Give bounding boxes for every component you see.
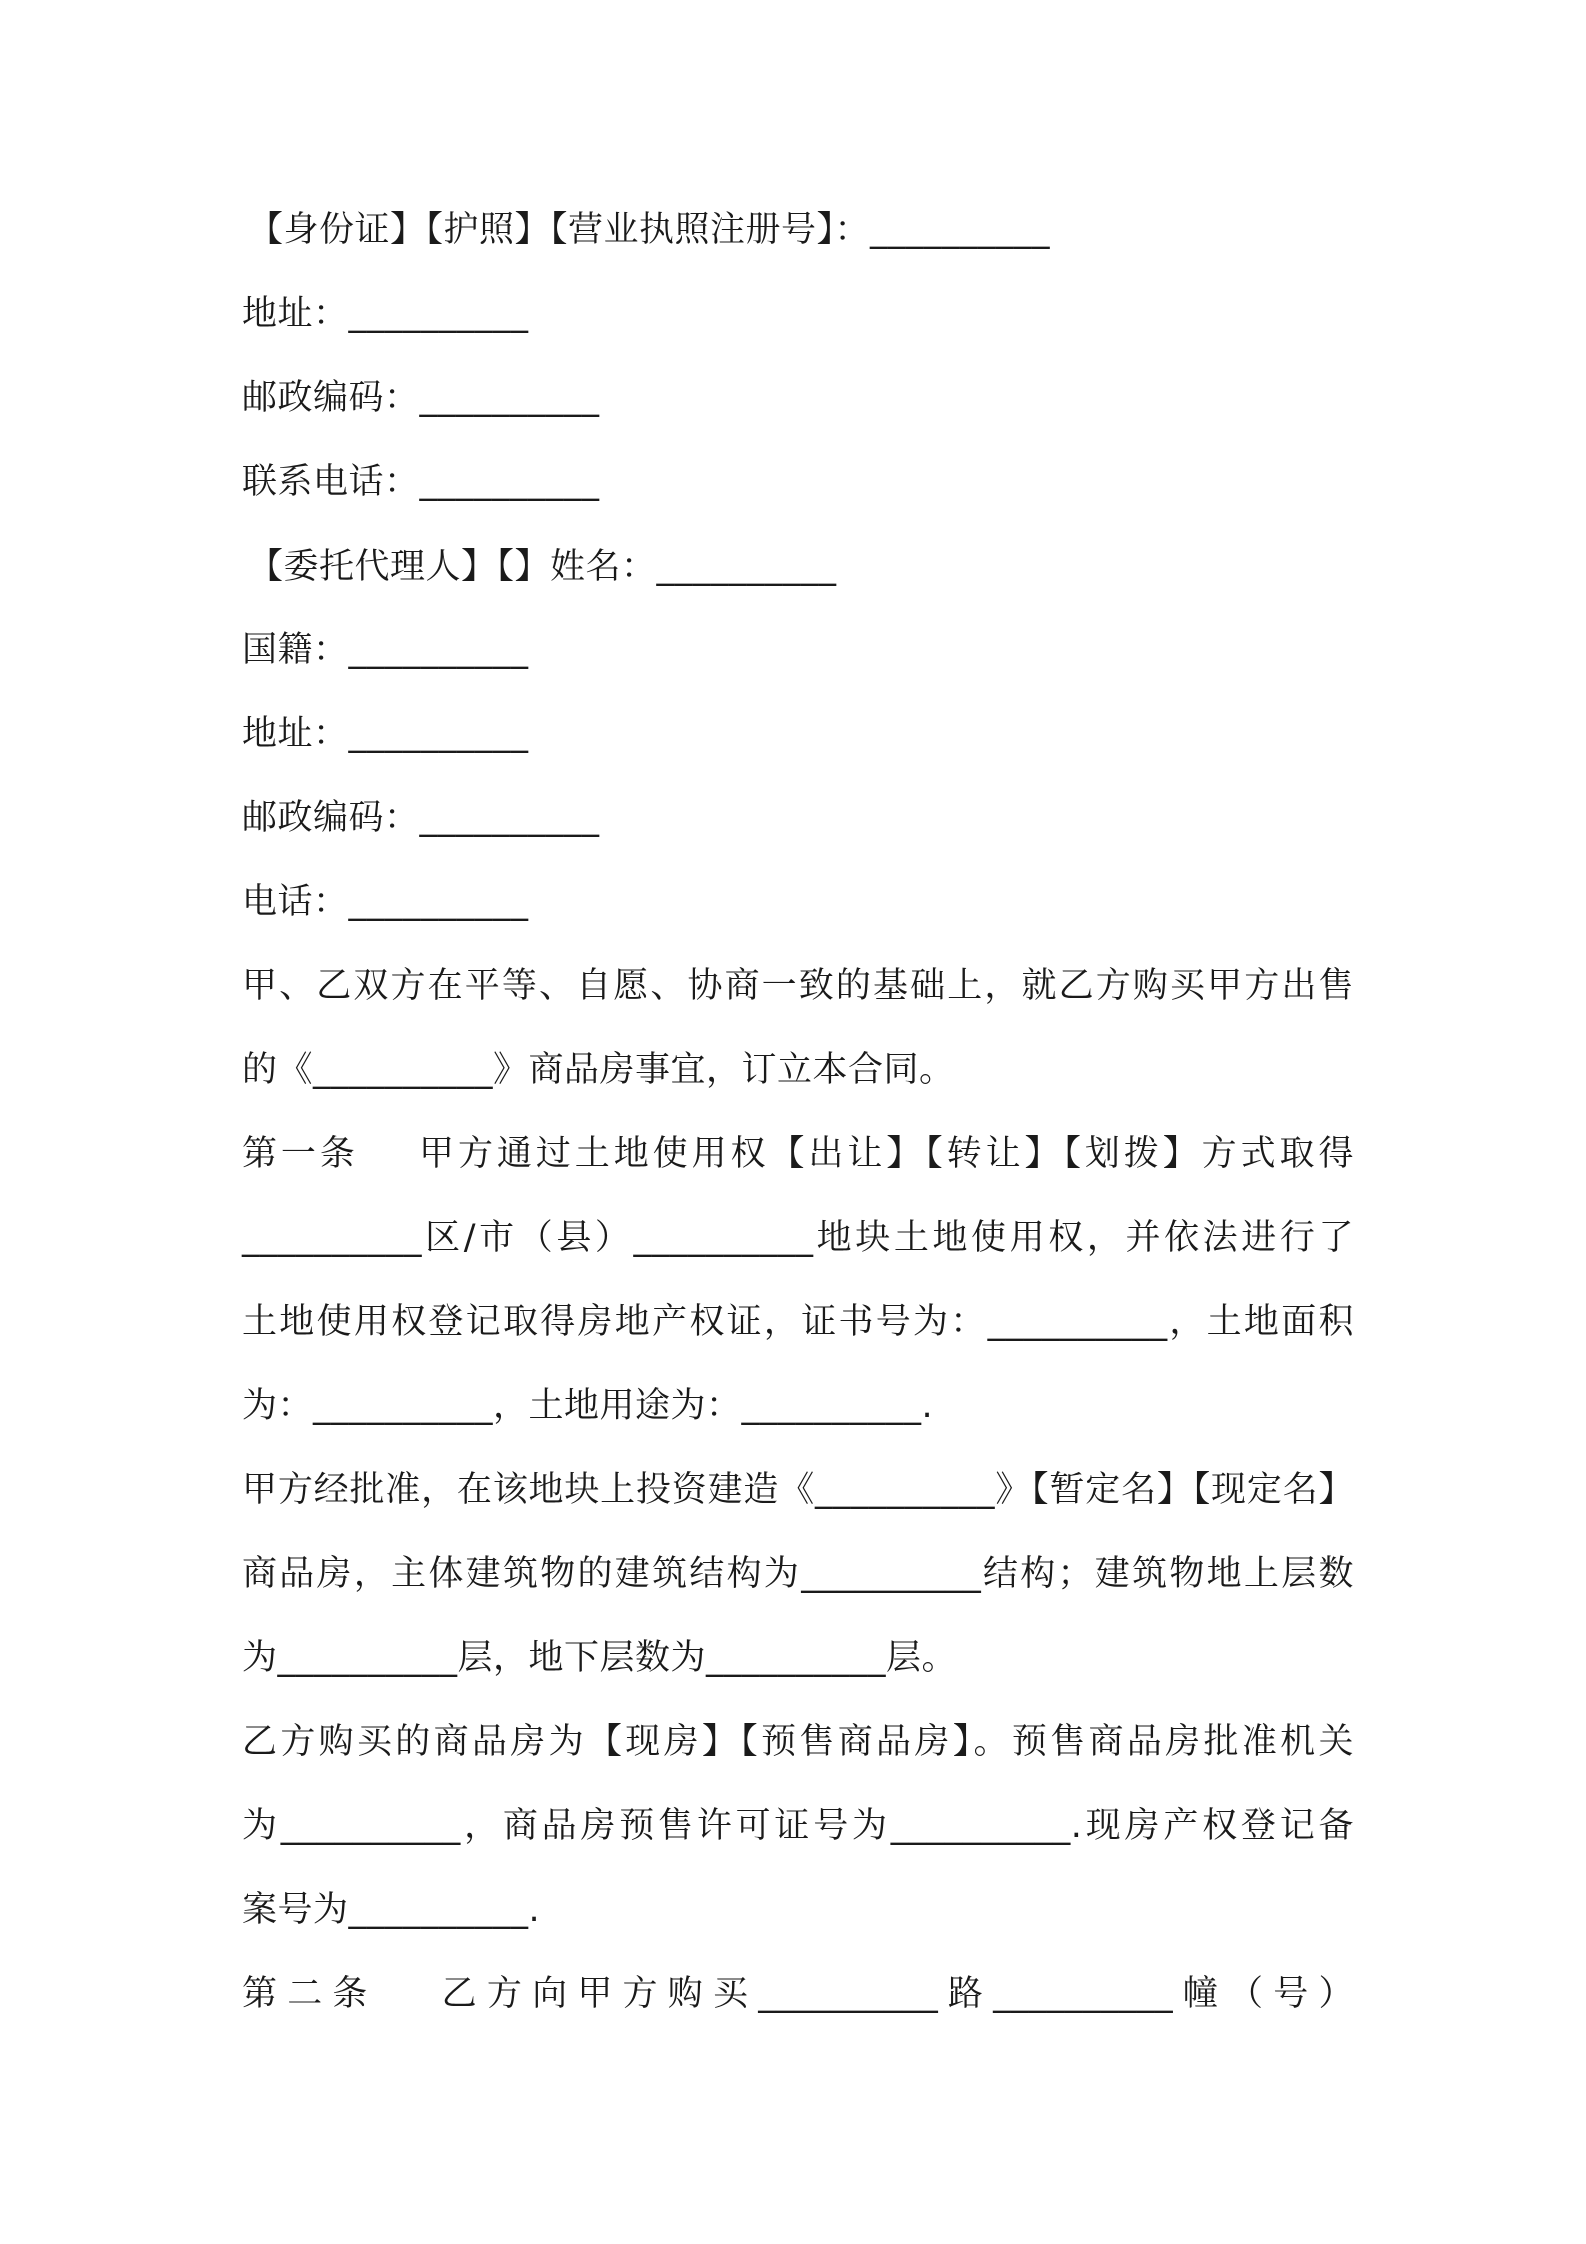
contact-phone-line: 联系电话：__________ <box>242 462 600 502</box>
preamble-line-1: 甲、乙双方在平等、自愿、协商一致的基础上，就乙方购买甲方出售 <box>242 966 1354 1006</box>
postal-code-line: 邮政编码：__________ <box>242 378 600 418</box>
sale-type-line-2: 为__________，商品房预售许可证号为__________.现房产权登记备 <box>242 1806 1354 1846</box>
agent-name-line: 【委托代理人】【】姓名：__________ <box>248 547 837 587</box>
nationality-line: 国籍：__________ <box>242 630 529 670</box>
id-document-line: 【身份证】【护照】【营业执照注册号】：__________ <box>248 210 1051 250</box>
sale-type-line-3: 案号为__________. <box>242 1890 541 1930</box>
agent-postal-code-line: 邮政编码：__________ <box>242 798 600 838</box>
construction-line-3: 为__________层，地下层数为__________层。 <box>242 1638 958 1678</box>
agent-phone-line: 电话：__________ <box>242 882 529 922</box>
agent-address-line: 地址：__________ <box>242 714 529 754</box>
preamble-line-2: 的《__________》商品房事宜，订立本合同。 <box>242 1050 955 1090</box>
sale-type-line-1: 乙方购买的商品房为【现房】【预售商品房】。预售商品房批准机关 <box>242 1722 1354 1762</box>
article-1-line-3: 土地使用权登记取得房地产权证，证书号为：__________，土地面积 <box>242 1302 1354 1342</box>
article-1-line-2: __________区/市（县）__________地块土地使用权，并依法进行了 <box>242 1218 1354 1258</box>
construction-line-2: 商品房，主体建筑物的建筑结构为__________结构；建筑物地上层数 <box>242 1554 1354 1594</box>
address-line: 地址：__________ <box>242 294 529 334</box>
article-1-line-4: 为：__________，土地用途为：__________. <box>242 1386 934 1426</box>
article-1-line-1: 第一条 甲方通过土地使用权【出让】【转让】【划拨】方式取得 <box>242 1134 1354 1174</box>
article-2-line-1: 第二条 乙方向甲方购买__________路__________幢（号） <box>242 1974 1354 2014</box>
construction-line-1: 甲方经批准，在该地块上投资建造《__________》【暂定名】【现定名】 <box>242 1470 1354 1510</box>
